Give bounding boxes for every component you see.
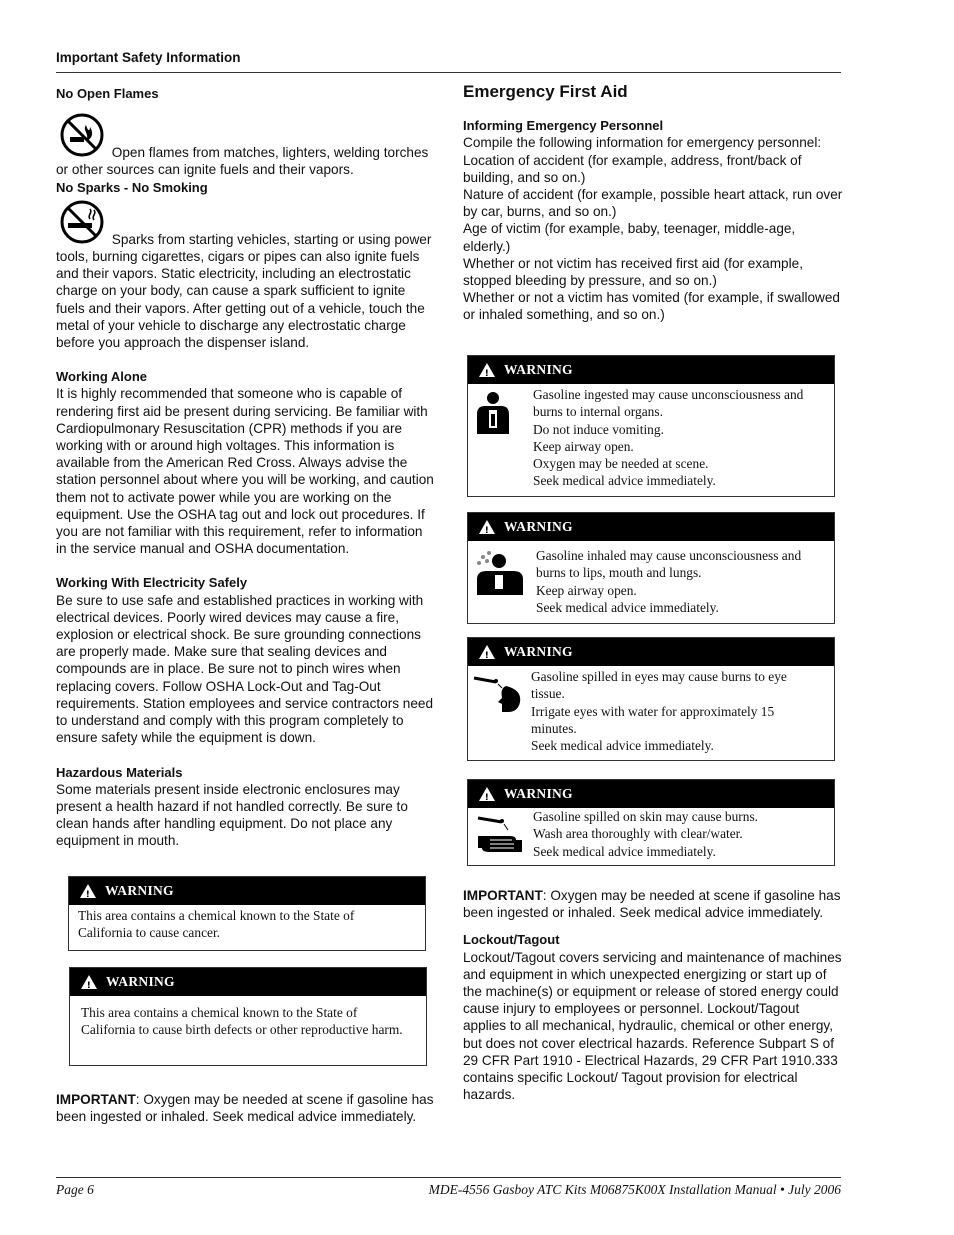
important-text: : Oxygen may be needed at scene if gasoline has been ingested or inhaled. Seek medical advice immediately. bbox=[463, 888, 841, 921]
warning-line: Gasoline ingested may cause unconsciousness and bbox=[533, 387, 804, 402]
warning-triangle-icon bbox=[478, 786, 496, 802]
warning-header bbox=[468, 638, 834, 666]
header-rule bbox=[56, 72, 841, 73]
warning-line: Seek medical advice immediately. bbox=[533, 473, 716, 489]
no-open-flames-icon bbox=[56, 113, 108, 161]
warning-label: WARNING bbox=[504, 519, 573, 534]
warning-body bbox=[533, 386, 803, 490]
warning-line: burns to internal organs. bbox=[533, 404, 663, 420]
no-sparks-heading: No Sparks - No Smoking bbox=[56, 179, 208, 195]
warning-line: This area contains a chemical known to the State of bbox=[78, 908, 355, 923]
warning-header bbox=[69, 877, 425, 905]
warning-line: Keep airway open. bbox=[536, 582, 637, 598]
warning-label: WARNING bbox=[504, 362, 573, 377]
warning-header bbox=[468, 513, 834, 541]
warning-line: Gasoline spilled on skin may cause burns. bbox=[533, 809, 758, 824]
warning-line: Do not induce vomiting. bbox=[533, 421, 664, 437]
warning-triangle-icon bbox=[80, 974, 98, 990]
warning-label: WARNING bbox=[504, 786, 573, 801]
electricity-text: Be sure to use safe and established practices in working with electrical devices. Poorly wired devices may cause a fire, explosion or electrical shock. Be sure grounding connections are properly made. Make sure that sealing devices and compounds are in place. Be sure not to pinch wires when replacing covers. Follow OSHA Lock-Out and Tag-Out requirements. Station employees and service contractors need to understand and comply with this program completely to ensure safety while the equipment is down. bbox=[56, 592, 434, 746]
eye-hazard-icon bbox=[472, 672, 522, 719]
warning-body bbox=[69, 905, 425, 942]
warning-label: WARNING bbox=[105, 883, 174, 898]
emergency-first-aid-title: Emergency First Aid bbox=[463, 82, 628, 101]
svg-text:!: ! bbox=[484, 651, 490, 660]
right-important-note bbox=[463, 887, 843, 921]
footer-document-title: MDE-4556 Gasboy ATC Kits M06875K00X Installation Manual • July 2006 bbox=[428, 1182, 841, 1197]
warning-triangle-icon bbox=[478, 362, 496, 378]
svg-text:!: ! bbox=[484, 526, 490, 535]
warning-line: California to cause cancer. bbox=[78, 925, 221, 941]
warning-line: Irrigate eyes with water for approximately 15 bbox=[531, 703, 775, 719]
no-sparks-text: Sparks from starting vehicles, starting or using power tools, burning cigarettes, cigars or pipes can also ignite fuels and their vapors. Static electricity, including an electrostatic charge on your body, can cause a spark sufficient to ignite fuels and their vapors. After getting out of a vehicle, touch the metal of your vehicle to discharge any electrostatic charge before you approach the dispenser island. bbox=[56, 231, 432, 351]
important-label: IMPORTANT bbox=[463, 888, 543, 903]
warning-line: Gasoline inhaled may cause unconsciousness and bbox=[536, 548, 802, 563]
hazardous-text: Some materials present inside electronic enclosures may present a health hazard if not handled correctly. Be sure to clean hands after handling equipment. Do not place any equipment in mouth. bbox=[56, 781, 408, 849]
svg-text:!: ! bbox=[484, 369, 490, 378]
right-column bbox=[463, 83, 843, 324]
no-open-flames-heading: No Open Flames bbox=[56, 86, 159, 101]
ingestion-warning-box bbox=[467, 355, 835, 497]
warning-body bbox=[533, 808, 758, 860]
warning-header bbox=[468, 780, 834, 808]
svg-text:!: ! bbox=[86, 981, 92, 990]
warning-line: Seek medical advice immediately. bbox=[531, 738, 714, 754]
hazardous-heading: Hazardous Materials bbox=[56, 764, 183, 780]
lockout-heading: Lockout/Tagout bbox=[463, 932, 560, 948]
informing-line: Whether or not victim has received first aid (for example, stopped bleeding by pressure, and so on.) bbox=[463, 255, 803, 289]
warning-line: Gasoline spilled in eyes may cause burns to eye bbox=[531, 669, 787, 684]
right-lower-section bbox=[463, 887, 843, 1103]
warning-header bbox=[70, 968, 426, 996]
no-open-flames-text: Open flames from matches, lighters, welding torches or other sources can ignite fuels and their vapors. bbox=[56, 145, 429, 178]
page-header-title: Important Safety Information bbox=[56, 50, 241, 65]
inhalation-hazard-icon bbox=[473, 547, 525, 600]
warning-line: burns to lips, mouth and lungs. bbox=[536, 565, 702, 581]
warning-line: minutes. bbox=[531, 720, 577, 736]
svg-text:!: ! bbox=[85, 890, 91, 899]
warning-body bbox=[536, 547, 801, 616]
warning-header bbox=[468, 356, 834, 384]
warning-line: Seek medical advice immediately. bbox=[536, 599, 719, 615]
cancer-warning-box bbox=[68, 876, 426, 951]
warning-line: tissue. bbox=[531, 686, 565, 702]
warning-body bbox=[70, 996, 426, 1039]
warning-line: Keep airway open. bbox=[533, 438, 634, 454]
warning-triangle-icon bbox=[79, 883, 97, 899]
informing-line: Location of accident (for example, address, front/back of building, and so on.) bbox=[463, 152, 802, 185]
warning-triangle-icon bbox=[478, 644, 496, 660]
svg-text:!: ! bbox=[484, 793, 490, 802]
footer-page-number: Page 6 bbox=[56, 1182, 94, 1197]
skin-hazard-icon bbox=[476, 814, 526, 861]
warning-label: WARNING bbox=[504, 644, 573, 659]
warning-line: Seek medical advice immediately. bbox=[533, 843, 716, 859]
left-column bbox=[56, 85, 436, 850]
informing-line: Nature of accident (for example, possible heart attack, run over by car, burns, and so on.) bbox=[463, 187, 843, 220]
informing-line: Whether or not a victim has vomited (for example, if swallowed or inhaled something, and so on.) bbox=[463, 290, 840, 323]
informing-heading: Informing Emergency Personnel bbox=[463, 118, 664, 134]
warning-line: California to cause birth defects or other reproductive harm. bbox=[81, 1022, 403, 1038]
warning-line: This area contains a chemical known to the State of bbox=[81, 1005, 358, 1020]
footer-rule bbox=[56, 1177, 841, 1178]
no-open-flames-paragraph bbox=[56, 113, 436, 178]
lockout-text: Lockout/Tagout covers servicing and maintenance of machines and equipment in which unexpected energizing or start up of the machine(s) or equipment or release of stored energy could cause injury to employees or personnel. Lockout/Tagout applies to all mechanical, hydraulic, chemical or other energy, but does not cover electrical hazards. Reference Subpart S of 29 CFR Part 1910 - Electrical Hazards, 29 CFR Part 1910.333 contains specific Lockout/ Tagout provision for electrical hazards. bbox=[463, 949, 842, 1103]
informing-line: Compile the following information for emergency personnel: bbox=[463, 135, 822, 151]
warning-line: Wash area thoroughly with clear/water. bbox=[533, 826, 743, 842]
ingestion-hazard-icon bbox=[473, 390, 513, 439]
left-important-note bbox=[56, 1091, 436, 1125]
no-sparks-paragraph bbox=[56, 200, 436, 351]
informing-line: Age of victim (for example, baby, teenager, middle-age, elderly.) bbox=[463, 221, 796, 254]
no-smoking-icon bbox=[56, 200, 108, 248]
warning-triangle-icon bbox=[478, 519, 496, 535]
working-alone-text: It is highly recommended that someone who is capable of rendering first aid be present during servicing. Be familiar with Cardiopulmonary Resuscitation (CPR) methods if you are working with or around high voltages. This information is available from the American Red Cross. Always advise the station personnel about where you will be working, and caution them not to activate power while you are working on the equipment. Use the OSHA tag out and lock out procedures. If you are not familiar with this requirement, refer to information in the service manual and OSHA documentation. bbox=[56, 386, 434, 557]
birth-defects-warning-box bbox=[69, 967, 427, 1066]
important-text: : Oxygen may be needed at scene if gasoline has been ingested or inhaled. Seek medical advice immediately. bbox=[56, 1092, 434, 1125]
warning-label: WARNING bbox=[106, 974, 175, 989]
important-label: IMPORTANT bbox=[56, 1092, 136, 1107]
inhalation-warning-box bbox=[467, 512, 835, 624]
working-alone-heading: Working Alone bbox=[56, 369, 147, 385]
warning-line: Oxygen may be needed at scene. bbox=[533, 456, 709, 472]
eye-warning-box bbox=[467, 637, 835, 761]
warning-body bbox=[531, 668, 787, 754]
electricity-heading: Working With Electricity Safely bbox=[56, 575, 248, 591]
skin-warning-box bbox=[467, 779, 835, 866]
